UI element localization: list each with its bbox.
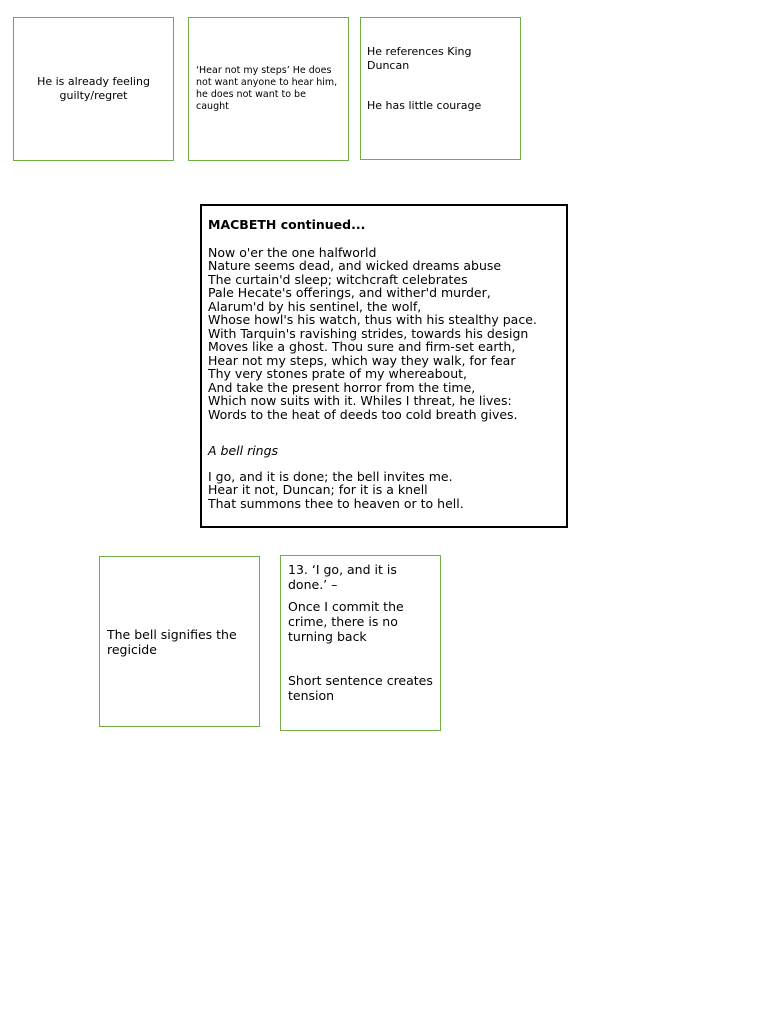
verse-line: I go, and it is done; the bell invites me. — [208, 468, 453, 484]
note-text: ‘Hear not my steps’ He does not want anyone to hear him, he does not want to be caught — [196, 65, 338, 112]
annotation-note-i-go-it-is-done — [280, 555, 441, 731]
macbeth-quote-box — [200, 204, 568, 528]
verse-block-2 — [208, 470, 560, 511]
annotation-note-guilty — [13, 17, 174, 161]
quote-heading: MACBETH continued... — [208, 217, 366, 232]
note-heading: 13. ‘I go, and it is done.’ – — [288, 562, 397, 592]
verse-line: Whose howl's his watch, thus with his stealthy pace. — [208, 312, 537, 327]
verse-line: Hear it not, Duncan; for it is a knell — [208, 482, 428, 497]
note-text: Once I commit the crime, there is no turning back — [288, 599, 404, 644]
verse-line: Hear not my steps, which way they walk, for fear — [208, 352, 516, 368]
annotation-note-steps — [188, 17, 349, 161]
verse-block-1 — [208, 246, 560, 422]
verse-line: That summons thee to heaven or to hell. — [208, 495, 464, 511]
note-text: Short sentence creates tension — [288, 673, 433, 703]
verse-line: The curtain'd sleep; witchcraft celebrates — [208, 271, 468, 287]
verse-line: Which now suits with it. Whiles I threat, he lives: — [208, 393, 512, 408]
verse-line: Nature seems dead, and wicked dreams abuse — [208, 258, 502, 273]
verse-line: Alarum'd by his sentinel, the wolf, — [208, 298, 422, 314]
note-text: He has little courage — [367, 99, 482, 112]
annotation-note-king-duncan — [360, 17, 521, 160]
annotation-note-bell — [99, 556, 260, 727]
note-text: He references King Duncan — [367, 45, 472, 72]
note-text: He is already feeling guilty/regret — [37, 75, 150, 102]
verse-line: Words to the heat of deeds too cold breath gives. — [208, 406, 518, 422]
note-text: The bell signifies the regicide — [107, 626, 237, 657]
verse-line: Now o'er the one halfworld — [208, 244, 377, 260]
stage-direction: A bell rings — [208, 443, 279, 458]
verse-line: Thy very stones prate of my whereabout, — [208, 366, 467, 381]
verse-line: Moves like a ghost. Thou sure and firm-set earth, — [208, 339, 516, 354]
verse-line: With Tarquin's ravishing strides, towards his design — [208, 325, 529, 341]
verse-line: Pale Hecate's offerings, and wither'd murder, — [208, 285, 491, 300]
verse-line: And take the present horror from the time, — [208, 379, 476, 395]
